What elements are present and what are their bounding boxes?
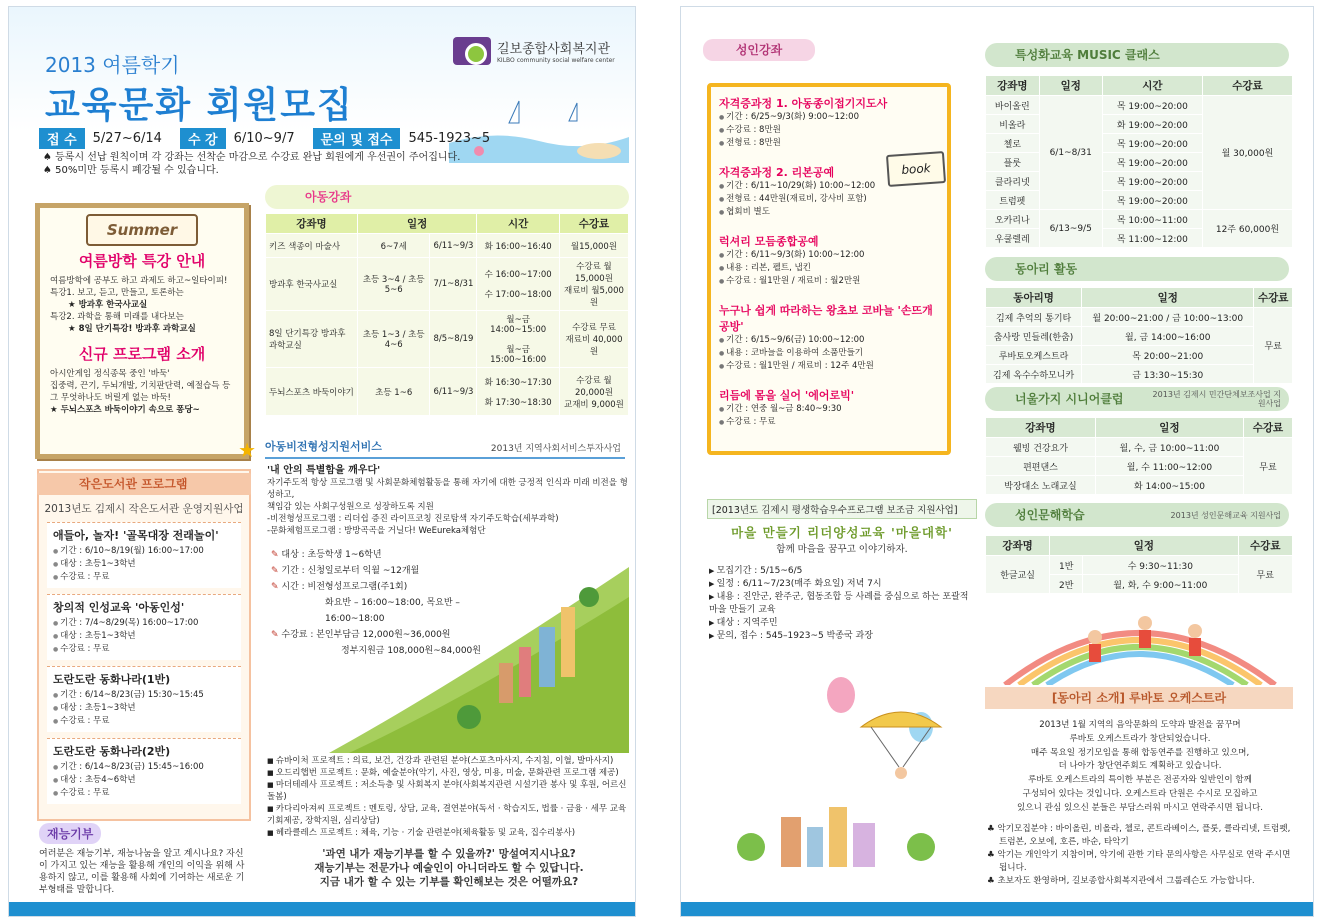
- village-item: ▶ 일정 : 6/11~7/23(매주 화요일) 저녁 7시: [709, 578, 979, 591]
- course-name: 클라리넷: [986, 172, 1040, 191]
- course-detail: ● 수강료 : 8만원: [719, 124, 939, 137]
- program-name: 도란도란 동화나라(2반): [53, 745, 171, 758]
- course-grade: 초등 1~6: [357, 368, 430, 416]
- course-time: 화 16:00~16:40: [477, 234, 560, 258]
- vision-service-heading: [265, 437, 625, 459]
- village-item: ▶ 모집기간 : 5/15~6/5: [709, 565, 979, 578]
- year-title: 2013 여름학기: [45, 53, 180, 77]
- table-row: [266, 258, 629, 311]
- table-row: [266, 234, 629, 258]
- orch-line: 있으니 관심 있으신 분들은 부담스러워 마시고 연락주시면 됩니다.: [1017, 802, 1263, 813]
- course-date: 6/11~9/3: [430, 234, 477, 258]
- course-title: 리듬에 몸을 실어 '에어로빅': [719, 389, 855, 402]
- course-date: 6/11~9/3: [430, 368, 477, 416]
- orch-line: 루바토 오케스트라의 특이한 부분은 전공자와 일반인이 함께: [1028, 775, 1252, 786]
- course-time: 목 19:00~20:00: [1102, 134, 1202, 153]
- ask-line: 재능기부는 전문가나 예술인이 아니더라도 할 수 있답니다.: [314, 862, 584, 874]
- ask-line: '과연 내가 재능기부를 할 수 있을까?' 망설여지시나요?: [322, 848, 576, 860]
- course-time: [477, 311, 560, 368]
- table-row: [266, 311, 629, 368]
- course-time: 목 11:00~12:00: [1102, 229, 1202, 248]
- course-time: 목 10:00~11:00: [1102, 210, 1202, 229]
- vision-quote: '내 안의 특별함을 깨우다': [267, 465, 381, 476]
- fee-line: 재료비 40,000원: [565, 335, 623, 357]
- club-heading: [985, 257, 1289, 281]
- star-icon: ★: [238, 438, 256, 462]
- col-header: 일정: [357, 214, 476, 234]
- new-line: 집중력, 끈기, 두뇌개발, 기치판단력, 예절습득 등: [50, 381, 231, 391]
- kids-heading: 아동강좌: [265, 185, 629, 209]
- literacy-class: 2반: [1050, 575, 1083, 594]
- literacy-heading-sub: 2013년 성인문해교육 지원사업: [1170, 511, 1281, 520]
- vision-description: [267, 465, 631, 537]
- new-program-heading: 신규 프로그램 소개: [78, 345, 206, 363]
- project-item: ■ 오드리햅번 프로젝트 : 문화, 예술분야(악기, 사진, 영상, 미용, 미술, 문화관련 프로그램 제공): [267, 767, 629, 779]
- program-item: ● 대상 : 초등1~3학년: [53, 630, 235, 643]
- pencil-icon: ✎: [271, 550, 282, 560]
- course-name: 방과후 한국사교실: [266, 258, 358, 311]
- fee-line: 교재비 9,000원: [564, 399, 624, 410]
- vision-heading-text: 아동비전형성지원서비스: [265, 440, 382, 453]
- summer-line: 특강2. 과학을 통해 미래를 내다보는: [50, 312, 184, 322]
- adult-course: [719, 302, 939, 373]
- senior-heading-text: 너울가지 시니어클럽: [1015, 392, 1124, 406]
- table-row: [986, 210, 1293, 229]
- library-program: [47, 738, 241, 804]
- course-title: 자격증과정 2. 리본공예: [719, 166, 835, 179]
- reg-value-3: 545-1923~5: [408, 130, 491, 146]
- village-university: [707, 499, 977, 555]
- table-row: [986, 308, 1293, 327]
- table-row: [986, 438, 1293, 457]
- reg-value-1: 5/27~6/14: [92, 130, 162, 146]
- music-heading-text: 특성화교육 MUSIC 클래스: [1015, 48, 1160, 62]
- club-fee: 무료: [1254, 308, 1293, 384]
- club-name: 김제 옥수수하모니카: [986, 365, 1082, 384]
- course-detail: ● 기간 : 6/25~9/3(화) 9:00~12:00: [719, 111, 939, 124]
- summer-line: 특강1. 보고, 듣고, 만들고, 토론하는: [50, 288, 184, 298]
- table-row: [986, 346, 1293, 365]
- welfare-center-logo: [453, 37, 615, 65]
- course-name: 바이올린: [986, 96, 1040, 115]
- course-title: 럭셔리 모듬종합공예: [719, 235, 819, 248]
- program-item: ● 기간 : 7/4~8/29(목) 16:00~17:00: [53, 617, 235, 630]
- bottom-bar: [9, 902, 635, 916]
- orch-note: ♣ 악기모집분야 : 바이올린, 비올라, 첼로, 콘트라베이스, 플룻, 클라리넷, 트럼펫, 트럼본, 오보에, 호른, 바순, 타악기: [987, 823, 1293, 849]
- orch-note: ♣ 초보자도 환영하며, 길보종합사회복지관에서 그룹레슨도 가능합니다.: [987, 875, 1293, 888]
- vision-desc: 책임감 있는 사회구성원으로 성장하도록 지원: [267, 502, 434, 512]
- vision-detail: ✎ 기간 : 신청일로부터 익월 ~12개월: [271, 566, 420, 576]
- course-fee: [559, 258, 628, 311]
- course-fee: 월 30,000원: [1202, 96, 1292, 210]
- course-date: 8/5~8/19: [430, 311, 477, 368]
- course-grade: 초등 3~4 / 초등 5~6: [357, 258, 430, 311]
- course-detail: ● 수강료 : 월1만원 / 재료비 : 12주 4만원: [719, 360, 939, 373]
- senior-schedule: 월, 수, 금 10:00~11:00: [1095, 438, 1243, 457]
- club-heading-text: 동아리 활동: [1015, 262, 1078, 276]
- vision-detail: ✎ 시간 : 비전형성프로그램(주1회): [271, 582, 408, 592]
- new-program-lines: [40, 368, 244, 416]
- course-name: 오카리나: [986, 210, 1040, 229]
- registration-bar: [39, 129, 619, 147]
- program-item: ● 기간 : 6/14~8/23(금) 15:30~15:45: [53, 689, 235, 702]
- club-name: 루바토오케스트라: [986, 346, 1082, 365]
- program-item: ● 수강료 : 무료: [53, 787, 235, 800]
- orchestra-notes: [987, 823, 1293, 888]
- course-time: 목 19:00~20:00: [1102, 172, 1202, 191]
- senior-fee: 무료: [1243, 438, 1292, 495]
- time-line: 수 16:00~17:00: [484, 270, 552, 280]
- col-header: 수강료: [1243, 418, 1292, 438]
- senior-table: [985, 417, 1293, 495]
- time-line: 화 17:30~18:30: [484, 397, 552, 408]
- summer-lines: [40, 275, 244, 335]
- senior-heading-sub: 2013년 김제시 민간단체보조사업 지원사업: [1152, 390, 1281, 408]
- bottom-bar: [681, 902, 1313, 916]
- program-name: 창의적 인성교육 '아동인성': [53, 601, 185, 614]
- orchestra-illustration: [985, 601, 1293, 685]
- course-date: 7/1~8/31: [430, 258, 477, 311]
- senior-schedule: 화 14:00~15:00: [1095, 476, 1243, 495]
- village-sub: 함께 마을을 꿈꾸고 이야기하자.: [776, 544, 908, 555]
- course-name: 두뇌스포츠 바둑이야기: [266, 368, 358, 416]
- senior-course: 웰빙 건강요가: [986, 438, 1096, 457]
- course-name: 8일 단기특강 방과후 과학교실: [266, 311, 358, 368]
- club-schedule: 월, 금 14:00~16:00: [1082, 327, 1254, 346]
- library-title: 2013년도 김제시 작은도서관 운영지원사업: [44, 503, 244, 515]
- time-line: 수 17:00~18:00: [484, 290, 552, 300]
- course-time: [477, 258, 560, 311]
- program-name: 도란도란 동화나라(1반): [53, 673, 171, 686]
- library-program: [47, 594, 241, 660]
- program-item: ● 대상 : 초등4~6학년: [53, 774, 235, 787]
- orch-line: 매주 목요일 정기모임을 통해 합동연주를 진행하고 있으며,: [1030, 747, 1250, 758]
- course-fee: 12주 60,000원: [1202, 210, 1292, 248]
- library-heading: 작은도서관 프로그램: [37, 473, 251, 495]
- summer-tag: Summer: [86, 214, 198, 246]
- col-header: 수강료: [1254, 288, 1293, 308]
- vision-desc: 자기주도적 항상 프로그램 및 사회문화체험활동을 통해 자기에 대한 긍정적 인식과 미래 비전을 형성하고,: [267, 478, 628, 500]
- course-title: 누구나 쉽게 따라하는 왕초보 코바늘 '손뜨개 공방': [719, 304, 933, 333]
- course-detail: ● 전형료 : 8만원: [719, 137, 939, 150]
- orch-line: 2013년 1월 지역의 음악문화의 도약과 발전을 꿈꾸며: [1039, 720, 1241, 730]
- adult-course-heading: 성인강좌: [703, 39, 815, 61]
- orch-line: 루바토 오케스트라가 창단되었습니다.: [1069, 733, 1211, 744]
- literacy-fee: 무료: [1238, 556, 1293, 594]
- program-item: ● 기간 : 6/14~8/23(금) 15:45~16:00: [53, 761, 235, 774]
- program-item: ● 수강료 : 무료: [53, 715, 235, 728]
- orch-note: ♣ 악기는 개인악기 지참이며, 악기에 관한 기타 문의사항은 사무실로 연락 주시면 됩니다.: [987, 849, 1293, 875]
- logo-en: KILBO community social welfare center: [497, 57, 615, 64]
- reg-value-2: 6/10~9/7: [233, 130, 295, 146]
- orch-line: 더 나아가 창단연주회도 계획하고 있습니다.: [1058, 761, 1222, 772]
- summer-line: ★ 방과후 한국사교실: [68, 300, 148, 310]
- course-title: 자격증과정 1. 아동종이접기지도사: [719, 97, 888, 110]
- table-row: [986, 327, 1293, 346]
- adult-course: [719, 95, 939, 150]
- col-header: 시간: [477, 214, 560, 234]
- course-name: 첼로: [986, 134, 1040, 153]
- club-name: 춤사랑 민들레(한춤): [986, 327, 1082, 346]
- literacy-heading: [985, 503, 1289, 527]
- library-program: [47, 522, 241, 588]
- pencil-icon: ✎: [271, 630, 282, 640]
- vision-detail: ✎ 수강료 : 본인부담금 12,000원~36,000원: [271, 630, 451, 640]
- right-page: [680, 6, 1314, 917]
- col-header: 강좌명: [986, 76, 1040, 96]
- summer-special-heading: 여름방학 특강 안내: [78, 252, 206, 270]
- senior-schedule: 월, 수 11:00~12:00: [1095, 457, 1243, 476]
- left-page: [8, 6, 636, 917]
- col-header: 수강료: [1238, 536, 1293, 556]
- senior-club-heading: [985, 387, 1289, 411]
- program-item: ● 대상 : 초등1~3학년: [53, 558, 235, 571]
- kids-course-table: [265, 213, 629, 416]
- vision-desc: -문화체험프로그램 : 방방곡곡을 거닐다! WeEureka체험단: [267, 526, 486, 536]
- club-name: 김제 추억의 통기타: [986, 308, 1082, 327]
- summer-line: ★ 8일 단기특강! 방과후 과학교실: [68, 324, 196, 334]
- course-detail: ● 기간 : 6/11~9/3(화) 10:00~12:00: [719, 249, 939, 262]
- table-row: [986, 96, 1293, 115]
- col-header: 강좌명: [986, 536, 1050, 556]
- new-line: 그 무엇하나도 버릴게 없는 바둑!: [50, 393, 171, 403]
- literacy-schedule: 월, 화, 수 9:00~11:00: [1083, 575, 1238, 594]
- col-header: 수강료: [1202, 76, 1292, 96]
- music-class-table: [985, 75, 1293, 248]
- reg-label-2: 수 강: [180, 128, 226, 149]
- project-item: ■ 슈바이처 프로젝트 : 의료, 보건, 건강과 관련된 분야(스포츠마사지, 수지침, 이혈, 발마사지): [267, 755, 629, 767]
- course-fee: 월15,000원: [559, 234, 628, 258]
- vision-heading-right: 2013년 지역사회서비스투자사업: [490, 444, 621, 454]
- ask-line: 지금 내가 할 수 있는 기부를 확인해보는 것은 어떨까요?: [319, 876, 579, 888]
- village-title: 마을 만들기 리더양성교육 '마을대학': [731, 525, 953, 540]
- book-sign: book: [886, 151, 946, 187]
- col-header: 수강료: [559, 214, 628, 234]
- village-item: ▶ 문의, 접수 : 545–1923~5 박종국 과장: [709, 630, 979, 643]
- note: ♠ 등록시 선납 원칙이며 각 강좌는 선착순 마감으로 수강료 완납 회원에게 우선권이 주어집니다.: [43, 152, 461, 163]
- vision-detail: 정부지원금 108,000원~84,000원: [341, 646, 481, 656]
- hill-village-illustration: [329, 567, 629, 753]
- pencil-icon: ✎: [271, 566, 282, 576]
- course-date: 6/1~8/31: [1039, 96, 1102, 210]
- col-header: 일정: [1039, 76, 1102, 96]
- literacy-schedule: 수 9:30~11:30: [1083, 556, 1238, 575]
- time-line: 월~금 15:00~16:00: [490, 345, 547, 365]
- program-item: ● 수강료 : 무료: [53, 643, 235, 656]
- note: ♠ 50%미만 등록시 폐강될 수 있습니다.: [43, 165, 219, 176]
- new-line: 아시안게임 정식종목 중인 '바둑': [50, 369, 170, 379]
- senior-course: 편편댄스: [986, 457, 1096, 476]
- balloon-town-illustration: [721, 667, 971, 887]
- talent-donation: [39, 823, 249, 903]
- pencil-icon: ✎: [271, 582, 282, 592]
- registration-notes: [43, 151, 483, 177]
- talent-text: 여러분은 재능기부, 재능나눔을 알고 계시나요? 자신이 가지고 있는 재능을 활용해 개인의 이익을 위해 사용하지 않고, 이를 활용해 사회에 기여하는 새로운 기부형태를 말합니다.: [39, 849, 245, 895]
- orchestra-intro: [987, 719, 1293, 816]
- table-row: [986, 365, 1293, 384]
- adult-course: [719, 387, 939, 429]
- library-program: [47, 666, 241, 732]
- course-name: 비올라: [986, 115, 1040, 134]
- literacy-table: [985, 535, 1293, 594]
- talent-projects: [267, 755, 629, 839]
- club-table: [985, 287, 1293, 384]
- literacy-heading-text: 성인문해학습: [1015, 508, 1085, 522]
- course-name: 플룻: [986, 153, 1040, 172]
- talent-question: [271, 847, 627, 889]
- course-time: 목 19:00~20:00: [1102, 96, 1202, 115]
- village-details: [709, 565, 979, 643]
- orch-line: 구성되어 있다는 것입니다. 오케스트라 단원은 수시로 모집하고: [1022, 788, 1258, 799]
- program-item: ● 기간 : 6/10~8/19(월) 16:00~17:00: [53, 545, 235, 558]
- program-name: 애들아, 놀자! '골목대장 전래놀이': [53, 529, 219, 542]
- fee-line: 수강료 월20,000원: [574, 375, 613, 398]
- course-detail: ● 수강료 : 월1만원 / 재료비 : 월2만원: [719, 275, 939, 288]
- table-row: [266, 368, 629, 416]
- summer-line: 여름방학에 공부도 하고 과제도 하고~일타이피!: [50, 276, 228, 286]
- library-box: [37, 469, 251, 821]
- course-grade: 6~7세: [357, 234, 430, 258]
- fee-line: 재료비 월5,000원: [564, 286, 624, 308]
- vision-detail: ✎ 대상 : 초등학생 1~6학년: [271, 550, 382, 560]
- course-name: 트럼펫: [986, 191, 1040, 210]
- vision-detail: 화요반 – 16:00~18:00, 목요반 – 16:00~18:00: [325, 598, 460, 624]
- col-header: 일정: [1082, 288, 1254, 308]
- col-header: 강좌명: [266, 214, 358, 234]
- program-item: ● 수강료 : 무료: [53, 571, 235, 584]
- course-detail: ● 내용 : 코바늘을 이용하여 소품만들기: [719, 347, 939, 360]
- literacy-class: 1반: [1050, 556, 1083, 575]
- project-item: ■ 카다리아져씨 프로젝트 : 멘토링, 상담, 교육, 결연분야(독서 · 학습지도, 법률 · 금융 · 세무 교육기회제공, 장학지원, 심리상담): [267, 803, 629, 827]
- program-item: ● 대상 : 초등1~3학년: [53, 702, 235, 715]
- music-class-heading: [985, 43, 1289, 67]
- course-detail: ● 전형료 : 44만원(재료비, 강사비 포함): [719, 193, 939, 206]
- course-name: 키즈 색종이 마술사: [266, 234, 358, 258]
- col-header: 일정: [1050, 536, 1238, 556]
- village-item: ▶ 내용 : 진안군, 완주군, 협동조합 등 사례를 중심으로 하는 포괄적 마을 만들기 교육: [709, 591, 979, 617]
- course-date: 6/13~9/5: [1039, 210, 1102, 248]
- course-detail: ● 기간 : 연중 월~금 8:40~9:30: [719, 403, 939, 416]
- course-time: [477, 368, 560, 416]
- reg-label-1: 접 수: [39, 128, 85, 149]
- orchestra-heading: [동아리 소개] 루바토 오케스트라: [985, 687, 1293, 709]
- club-schedule: 목 20:00~21:00: [1082, 346, 1254, 365]
- logo-name: 길보종합사회복지관: [497, 42, 611, 57]
- vision-desc: -비전형성프로그램 : 리더쉽 증진 라이프코칭 진로탐색 자기주도학습(세부과학): [267, 514, 559, 524]
- senior-course: 박장대소 노래교실: [986, 476, 1096, 495]
- course-time: 화 19:00~20:00: [1102, 115, 1202, 134]
- time-line: 화 16:30~17:30: [484, 377, 552, 388]
- main-title: 교육문화 회원모집: [45, 85, 354, 126]
- project-item: ■ 헤라클레스 프로젝트 : 체육, 기능 · 기술 관련분야(체육활동 및 교육, 집수리봉사): [267, 827, 629, 839]
- literacy-course: 한글교실: [986, 556, 1050, 594]
- talent-heading: 재능기부: [39, 823, 101, 844]
- course-time: 목 19:00~20:00: [1102, 153, 1202, 172]
- table-row: [986, 556, 1293, 575]
- summer-notice-board: [35, 203, 256, 462]
- fee-line: 수강료 월15,000원: [574, 262, 613, 284]
- adult-course-board: [707, 83, 951, 455]
- course-detail: ● 기간 : 6/11~10/29(화) 10:00~12:00: [719, 180, 939, 193]
- course-time: 목 19:00~20:00: [1102, 191, 1202, 210]
- course-detail: ● 수강료 : 무료: [719, 416, 939, 429]
- adult-course: [719, 233, 939, 288]
- reg-label-3: 문의 및 접수: [313, 128, 401, 149]
- new-line: ★ 두뇌스포츠 바둑이야기 속으로 퐁당~: [50, 405, 200, 415]
- course-detail: ● 내용 : 리본, 펠트, 냅킨: [719, 262, 939, 275]
- col-header: 강좌명: [986, 418, 1096, 438]
- col-header: 일정: [1095, 418, 1243, 438]
- fee-line: 수강료 무료: [572, 323, 616, 333]
- time-line: 월~금 14:00~15:00: [490, 315, 547, 335]
- course-detail: ● 협회비 별도: [719, 206, 939, 219]
- course-grade: 초등 1~3 / 초등 4~6: [357, 311, 430, 368]
- col-header: 시간: [1102, 76, 1202, 96]
- project-item: ■ 마더테레사 프로젝트 : 저소득층 및 사회복지 분야(사회복지관련 시설기관 봉사 및 후원, 어르신 돌봄): [267, 779, 629, 803]
- col-header: 동아리명: [986, 288, 1082, 308]
- course-detail: ● 기간 : 6/15~9/6(금) 10:00~12:00: [719, 334, 939, 347]
- club-schedule: 월 20:00~21:00 / 금 10:00~13:00: [1082, 308, 1254, 327]
- village-item: ▶ 대상 : 지역주민: [709, 617, 979, 630]
- logo-icon: [453, 37, 491, 65]
- course-name: 우쿨렐레: [986, 229, 1040, 248]
- village-top: [2013년도 김제시 평생학습우수프로그램 보조금 지원사업]: [707, 499, 977, 519]
- course-fee: [559, 368, 628, 416]
- club-schedule: 금 13:30~15:30: [1082, 365, 1254, 384]
- course-fee: [559, 311, 628, 368]
